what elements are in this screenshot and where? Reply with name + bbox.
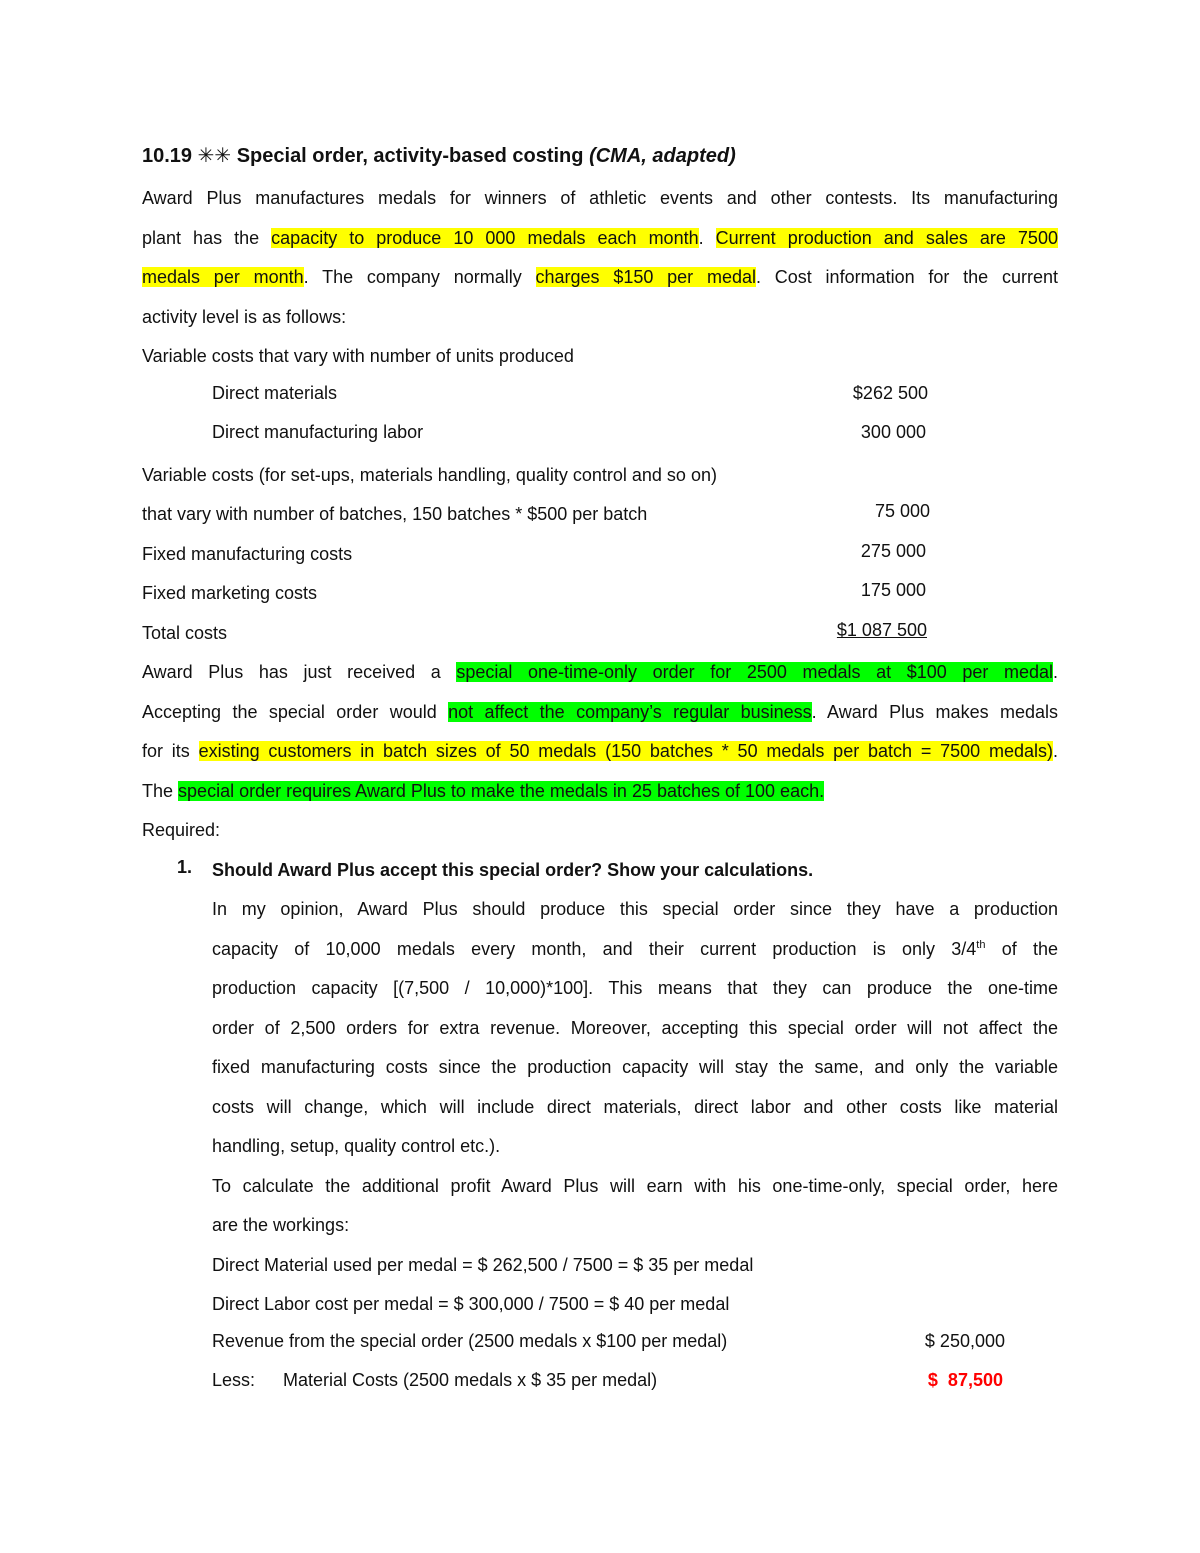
revenue-label: Revenue from the special order (2500 medals x $100 per medal) [212, 1331, 728, 1351]
intro-line-4: activity level is as follows: [142, 307, 347, 327]
answer-line-5: fixed manufacturing costs since the production capacity will stay the same, and only the variable [212, 1057, 1058, 1077]
answer-line-7: handling, setup, quality control etc.). [212, 1136, 501, 1156]
workings-intro-2: are the workings: [212, 1215, 350, 1235]
workings-intro-1: To calculate the additional profit Award Plus will earn with his one-time-only, special order, here [212, 1176, 1058, 1196]
answer-line-3: production capacity [(7,500 / 10,000)*100]. This means that they can produce the one-time [212, 978, 1058, 998]
order-text: Award Plus has just received a [142, 662, 441, 682]
highlight-batch-requirement: special order requires Award Plus to make the medals in 25 batches of 100 each. [178, 781, 825, 801]
intro-line-3 [142, 264, 1058, 290]
order-line-2 [142, 699, 1058, 725]
fixed-marketing-label: Fixed marketing costs [142, 583, 318, 603]
answer-line-4: order of 2,500 orders for extra revenue. Moreover, accepting this special order will not affect the [212, 1018, 1058, 1038]
fixed-manufacturing-amount: 275 000 [860, 541, 926, 561]
problem-heading [142, 143, 1058, 169]
required-label: Required: [142, 820, 221, 840]
highlight-medals-per-month: medals per month [142, 267, 304, 287]
answer-text: capacity of 10,000 medals every month, and their current production is only 3/4 [212, 939, 977, 959]
highlight-regular-business: not affect the company’s regular business [448, 702, 812, 722]
difficulty-stars-icon: ✳✳ [197, 145, 232, 167]
answer-text: of the [1001, 939, 1058, 959]
intro-text: . The company normally [303, 267, 522, 287]
question-number: 1. [177, 857, 193, 877]
material-costs-amount: $ 87,500 [927, 1370, 1003, 1390]
intro-line-2 [142, 225, 1058, 251]
order-text: for its [142, 741, 190, 761]
direct-materials-amount: $262 500 [852, 383, 928, 403]
intro-text: . [698, 228, 704, 248]
order-text: . Award Plus makes medals [811, 702, 1058, 722]
order-text: . [1052, 662, 1058, 682]
order-text: . [1052, 741, 1058, 761]
direct-labor-per-medal: Direct Labor cost per medal = $ 300,000 / 7500 = $ 40 per medal [212, 1294, 730, 1314]
variable-units-label: Variable costs that vary with number of units produced [142, 346, 574, 366]
answer-line-2 [212, 936, 1058, 962]
superscript-th: th [976, 939, 986, 951]
order-line-3 [142, 738, 1058, 764]
answer-line-1: In my opinion, Award Plus should produce this special order since they have a production [212, 899, 1058, 919]
intro-text: . Cost information for the current [755, 267, 1058, 287]
problem-number: 10.19 [142, 145, 193, 167]
order-text: Accepting the special order would [142, 702, 437, 722]
intro-line-1: Award Plus manufactures medals for winners of athletic events and other contests. Its manufacturing [142, 188, 1058, 208]
problem-source: (CMA, adapted) [589, 145, 736, 167]
order-line-1 [142, 659, 1058, 685]
fixed-manufacturing-label: Fixed manufacturing costs [142, 544, 353, 564]
material-costs-label: Material Costs (2500 medals x $ 35 per medal) [283, 1370, 658, 1390]
direct-material-per-medal: Direct Material used per medal = $ 262,500 / 7500 = $ 35 per medal [212, 1255, 754, 1275]
direct-labor-amount: 300 000 [860, 422, 926, 442]
highlight-special-order: special one-time-only order for 2500 medals at $100 per medal [456, 662, 1053, 682]
less-label: Less: [212, 1370, 256, 1390]
answer-line-6: costs will change, which will include direct materials, direct labor and other costs like material [212, 1097, 1058, 1117]
intro-text: plant has the [142, 228, 260, 248]
problem-title: Special order, activity-based costing [236, 145, 584, 167]
highlight-capacity: capacity to produce 10 000 medals each month [271, 228, 699, 248]
direct-labor-label: Direct manufacturing labor [212, 422, 424, 442]
total-costs-label: Total costs [142, 623, 228, 643]
batch-costs-label-1: Variable costs (for set-ups, materials handling, quality control and so on) [142, 465, 717, 485]
direct-materials-label: Direct materials [212, 383, 338, 403]
order-line-4 [142, 778, 1058, 804]
question-text: Should Award Plus accept this special order? Show your calculations. [212, 860, 814, 880]
highlight-batch-sizes: existing customers in batch sizes of 50 medals (150 batches * 50 medals per batch = 7500 medals) [198, 741, 1053, 761]
order-text: The [142, 781, 174, 801]
batch-costs-amount: 75 000 [874, 501, 930, 521]
total-costs-amount: $1 087 500 [836, 620, 927, 640]
fixed-marketing-amount: 175 000 [860, 580, 926, 600]
highlight-current-production: Current production and sales are 7500 [715, 228, 1058, 248]
batch-costs-label-2: that vary with number of batches, 150 batches * $500 per batch [142, 504, 648, 524]
revenue-amount: $ 250,000 [924, 1331, 1005, 1351]
highlight-price: charges $150 per medal [535, 267, 756, 287]
